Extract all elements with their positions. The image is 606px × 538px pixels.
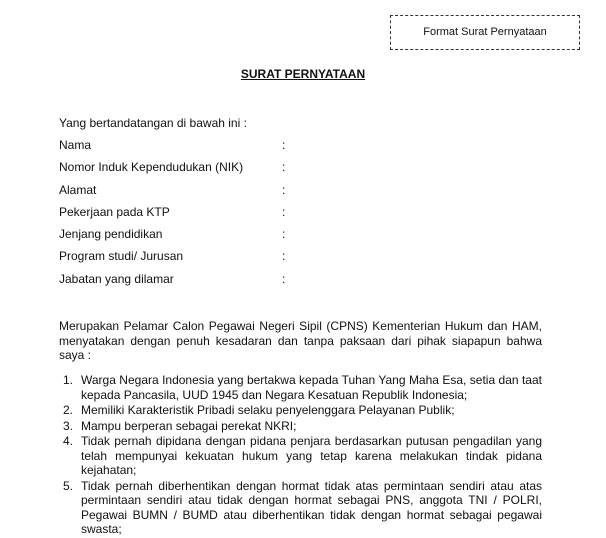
- list-item: [59, 434, 542, 478]
- statement-paragraph: Merupakan Pelamar Calon Pegawai Negeri Sipil (CPNS) Kementerian Hukum dan HAM, menyatakan dengan penuh kesadaran dan tanpa paksaan dari pihak siapapun bahwa saya :: [59, 319, 542, 362]
- field-row-pekerjaan: [59, 204, 359, 226]
- list-item-number: 4.: [63, 434, 74, 448]
- field-row-program-studi: [59, 248, 359, 270]
- list-item-text: Tidak pernah diberhentikan dengan hormat tidak atas permintaan sendiri atau atas permintaan sendiri atau tidak dengan hormat sebagai PNS, anggota TNI / POLRI, Pegawai BUMN / BUMD atau diberhentikan tidak dengan hormat sebagai pegawai swasta;: [81, 478, 542, 536]
- field-label: Nama: [59, 138, 92, 152]
- field-row-nama: [59, 137, 359, 159]
- document-title: SURAT PERNYATAAN: [240, 67, 366, 81]
- format-label-box: [390, 15, 580, 50]
- field-label: Alamat: [59, 182, 97, 197]
- identity-fields: [59, 137, 359, 293]
- field-row-alamat: [59, 182, 359, 204]
- list-item-text: Warga Negara Indonesia yang bertakwa kepada Tuhan Yang Maha Esa, setia dan taat kepada Pancasila, UUD 1945 dan Negara Kesatuan Republik Indonesia;: [81, 373, 542, 402]
- field-row-nik: [59, 159, 359, 181]
- field-colon: :: [282, 160, 286, 175]
- list-item-number: 1.: [63, 373, 74, 387]
- list-item-text: Tidak pernah dipidana dengan pidana penjara berdasarkan putusan pengadilan yang telah mempunyai kekuatan hukum yang tetap karena melakukan tindak pidana kejahatan;: [81, 434, 542, 477]
- list-item-number: 5.: [63, 478, 74, 493]
- field-row-jenjang: [59, 226, 359, 248]
- field-colon: :: [282, 249, 286, 264]
- field-label: Program studi/ Jurusan: [59, 249, 184, 264]
- list-item-text: Memiliki Karakteristik Pribadi selaku penyelenggara Pelayanan Publik;: [81, 403, 455, 417]
- list-item: [59, 419, 542, 434]
- field-label: Nomor Induk Kependudukan (NIK): [59, 160, 244, 175]
- field-colon: :: [282, 182, 286, 197]
- list-item-text: Mampu berperan sebagai perekat NKRI;: [81, 418, 297, 433]
- field-colon: :: [282, 204, 286, 219]
- field-label: Pekerjaan pada KTP: [59, 204, 170, 219]
- list-item-number: 2.: [63, 403, 74, 417]
- format-label: Format Surat Pernyataan: [423, 26, 547, 38]
- field-label: Jenjang pendidikan: [59, 227, 163, 242]
- field-label: Jabatan yang dilamar: [59, 271, 174, 286]
- list-item: [59, 373, 542, 402]
- list-item: [59, 403, 542, 418]
- field-colon: :: [282, 138, 286, 152]
- list-item: [59, 479, 542, 537]
- field-colon: :: [282, 271, 286, 286]
- statement-list: [59, 373, 542, 538]
- field-row-jabatan: [59, 271, 359, 293]
- field-colon: :: [282, 227, 286, 242]
- list-item-number: 3.: [63, 418, 74, 433]
- intro-text: Yang bertandatangan di bawah ini :: [59, 116, 247, 130]
